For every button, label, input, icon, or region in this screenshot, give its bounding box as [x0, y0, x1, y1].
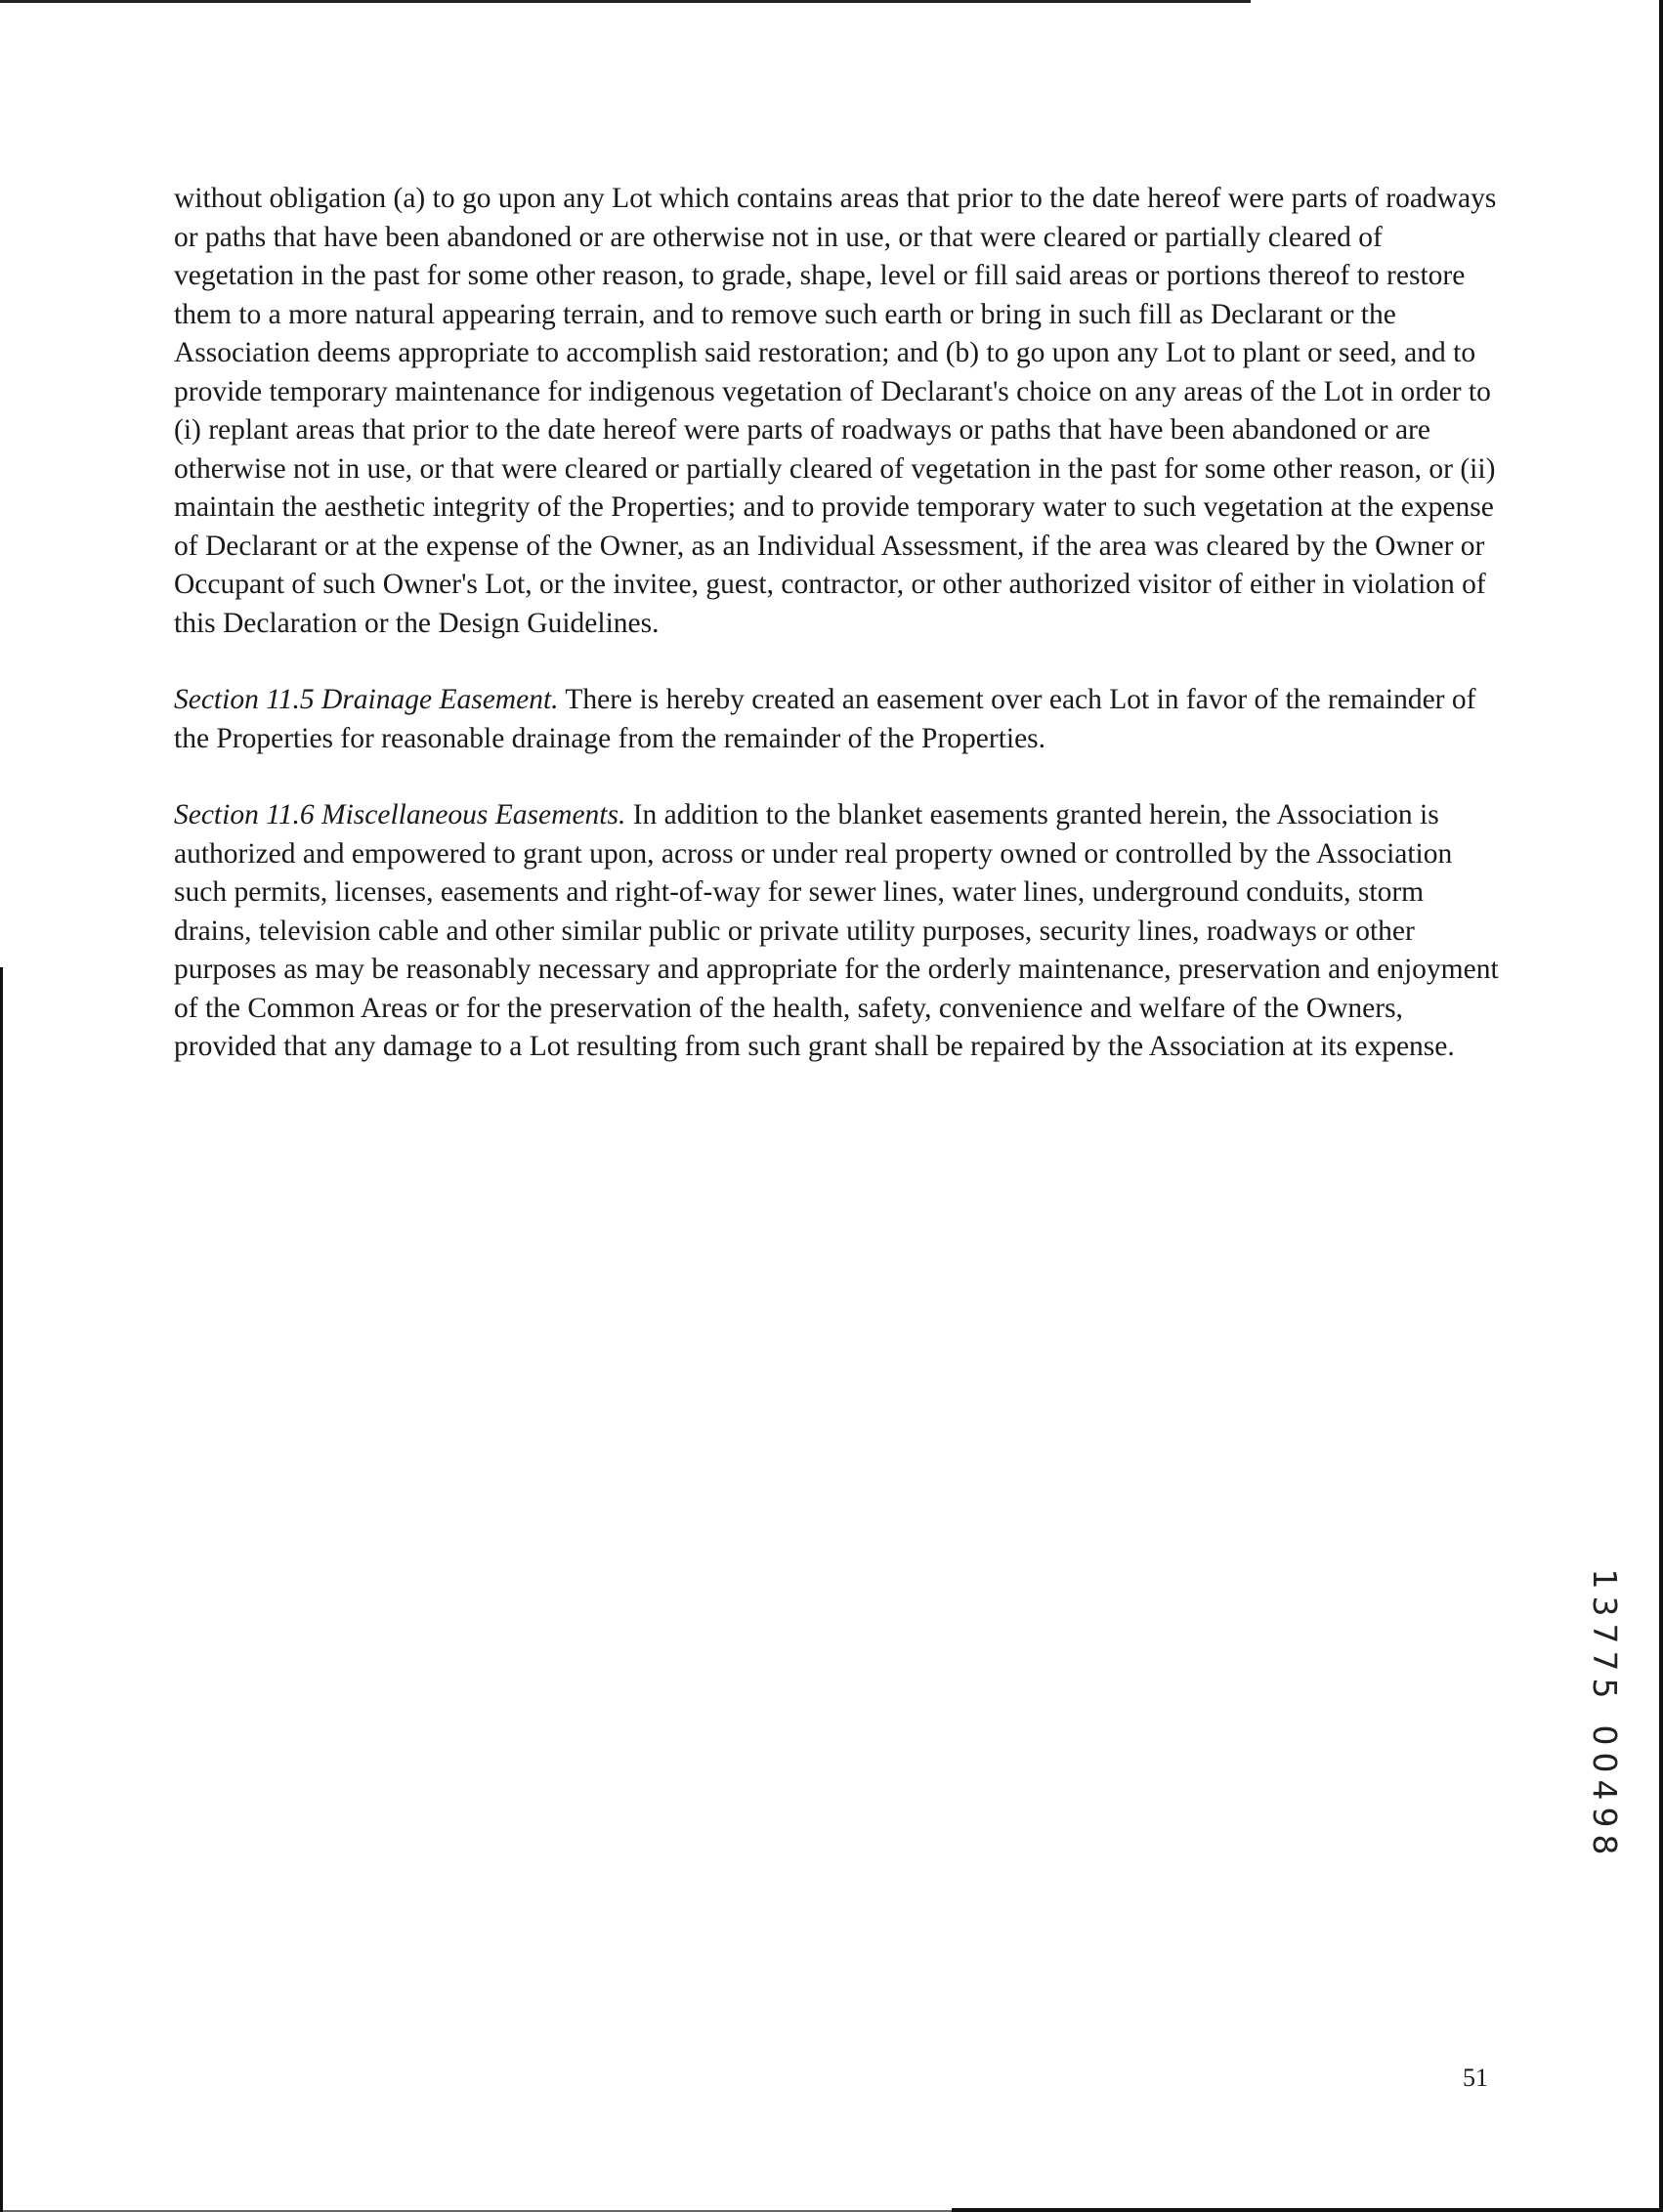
- stamp-digit: 9: [1586, 1807, 1624, 1828]
- stamp-digit: 0: [1586, 1752, 1624, 1773]
- page-number: 51: [1463, 2063, 1488, 2092]
- section-heading: Section 11.6 Miscellaneous Easements.: [174, 799, 626, 830]
- section-heading: Section 11.5 Drainage Easement.: [174, 684, 559, 715]
- paragraph-text: without obligation (a) to go upon any Lot which contains areas that prior to the date hereof were parts of roadways or paths that have been abandoned or are otherwise not in use, or that were cleared or partially cleared of vegetation in the past for some other reason, to grade, shape, level or fill said areas or portions thereof to restore them to a more natural appearing terrain, and to remove such earth or bring in such fill as Declarant or the Association deems appropriate to accomplish said restoration; and (b) to go upon any Lot to plant or seed, and to provide temporary maintenance for indigenous vegetation of Declarant's choice on any areas of the Lot in order to (i) replant areas that prior to the date hereof were parts of roadways or paths that have been abandoned or are otherwise not in use, or that were cleared or partially cleared of vegetation in the past for some other reason, or (ii) maintain the aesthetic integrity of the Properties; and to provide temporary water to such vegetation at the expense of Declarant or at the expense of the Owner, as an Individual Assessment, if the area was cleared by the Owner or Occupant of such Owner's Lot, or the invitee, guest, contractor, or other authorized visitor of either in violation of this Declaration or the Design Guidelines.: [174, 183, 1497, 639]
- scan-border-left: [0, 967, 3, 2212]
- stamp-digit: 0: [1586, 1724, 1624, 1746]
- paragraph-text: In addition to the blanket easements granted herein, the Association is authorized and empowered to grant upon, across or under real property owned or controlled by the Association such permits, licenses, easements and right-of-way for sewer lines, water lines, underground conduits, storm drains, television cable and other similar public or private utility purposes, security lines, roadways or other purposes as may be reasonably necessary and appropriate for the orderly maintenance, preservation and enjoyment of the Common Areas or for the preservation of the health, safety, convenience and welfare of the Owners, provided that any damage to a Lot resulting from such grant shall be repaired by the Association at its expense.: [174, 799, 1499, 1062]
- stamp-digit: 7: [1586, 1650, 1624, 1672]
- scan-border-top: [0, 0, 1251, 3]
- stamp-digit: 8: [1586, 1834, 1624, 1855]
- document-body: [174, 180, 1503, 1105]
- stamp-digit: 5: [1586, 1678, 1624, 1699]
- paragraph-text: There is hereby created an easement over each Lot in favor of the remainder of the Properties for reasonable drainage from the remainder of the Properties.: [174, 684, 1476, 754]
- stamp-digit: 7: [1586, 1623, 1624, 1644]
- paragraph-continuation: [174, 180, 1503, 643]
- stamp-digit: 4: [1586, 1779, 1624, 1801]
- paragraph-section-11-5: [174, 681, 1503, 758]
- recording-stamp: [1585, 1565, 1624, 1858]
- scan-border-bottom-right: [952, 2208, 1663, 2212]
- paragraph-section-11-6: [174, 796, 1503, 1067]
- stamp-digit: 1: [1586, 1568, 1624, 1590]
- stamp-digit: 3: [1586, 1595, 1624, 1617]
- scan-border-right: [1659, 0, 1663, 2212]
